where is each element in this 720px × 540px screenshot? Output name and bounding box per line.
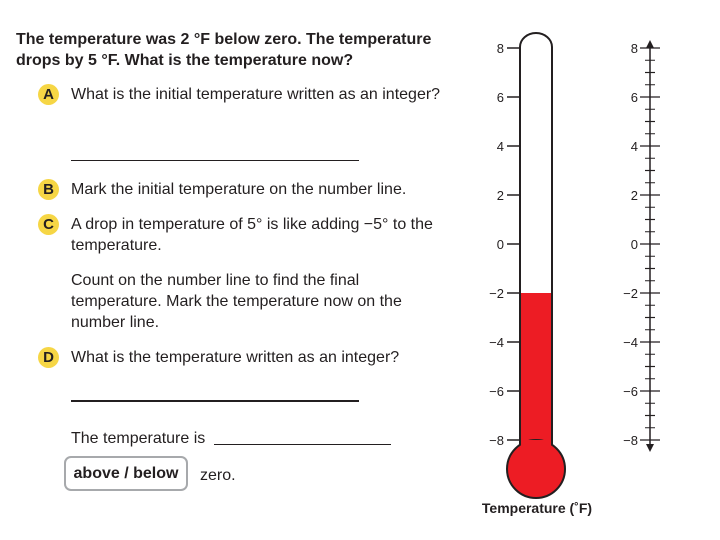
thermometer-axis-label: Temperature (˚F) [481,500,593,516]
number-line-tick-label: 2 [630,188,638,203]
thermometer-tick-label: 4 [496,139,504,154]
number-line-tick-label: −6 [623,384,638,399]
thermometer-tick-label: −6 [489,384,504,399]
number-line-tick-label: 0 [630,237,638,252]
above-below-choice[interactable]: above / below [64,456,188,491]
number-line-tick-label: 8 [630,41,638,56]
number-line-arrow-down [646,444,654,452]
question-c-text: A drop in temperature of 5° is like adding −5° to the temperature. [71,216,433,254]
count-instruction: Count on the number line to find the final temperature. Mark the temperature now on the number line. [71,272,402,331]
thermometer-tick-label: −8 [489,433,504,448]
badge-b: B [38,179,59,200]
thermometer-tick-label: −2 [489,286,504,301]
thermometer-tick-label: 0 [496,237,504,252]
question-b-text: Mark the initial temperature on the number line. [71,181,407,198]
thermometer-tick-label: 2 [496,188,504,203]
badge-c: C [38,214,59,235]
badge-d: D [38,347,59,368]
badge-a: A [38,84,59,105]
number-line-tick-label: −4 [623,335,638,350]
problem-statement: The temperature was 2 °F below zero. The temperature drops by 5 °F. What is the temperature now? [16,31,432,69]
thermometer-tick-label: 6 [496,90,504,105]
mercury-column [521,293,551,460]
number-line-arrow-up [646,40,654,48]
thermometer-tick-label: −4 [489,335,504,350]
number-line-tick-label: −2 [623,286,638,301]
number-line-tick-label: 6 [630,90,638,105]
number-line-tick-label: 4 [630,139,638,154]
question-d-text: What is the temperature written as an integer? [71,349,400,366]
zero-label: zero. [200,467,236,484]
number-line-tick-label: −8 [623,433,638,448]
temperature-is-label: The temperature is [71,430,206,447]
thermometer-tick-label: 8 [496,41,504,56]
question-a-text: What is the initial temperature written as an integer? [71,86,441,103]
mercury-neck [521,440,551,470]
